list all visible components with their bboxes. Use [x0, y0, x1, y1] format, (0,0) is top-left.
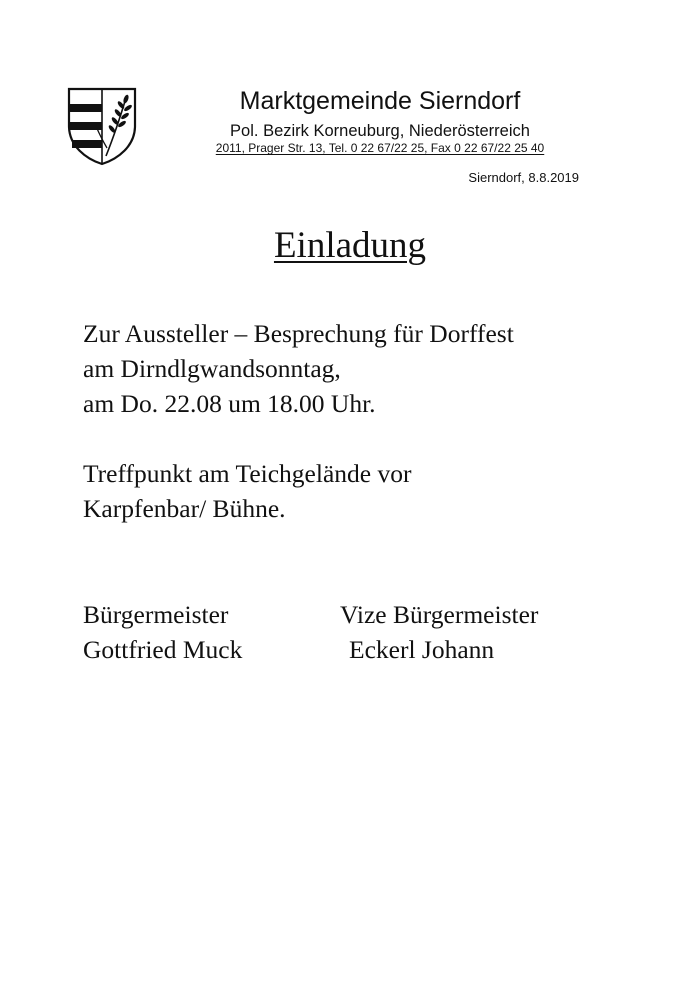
paragraph-line: Treffpunkt am Teichgelände vor [83, 459, 412, 488]
date-line: Sierndorf, 8.8.2019 [468, 170, 579, 185]
contact-line: 2011, Prager Str. 13, Tel. 0 22 67/22 25, Fax 0 22 67/22 25 40 [215, 141, 545, 155]
paragraph-line: am Dirndlgwandsonntag, [83, 354, 341, 383]
meeting-point-paragraph [83, 456, 673, 526]
paragraph-line: am Do. 22.08 um 18.00 Uhr. [83, 389, 376, 418]
signature-role: Bürgermeister [83, 600, 229, 629]
invitation-paragraph [83, 316, 673, 421]
paragraph-line: Zur Aussteller – Besprechung für Dorffest [83, 319, 514, 348]
signature-role: Vize Bürgermeister [340, 600, 539, 629]
signature-mayor [83, 597, 242, 667]
coat-of-arms-icon [66, 86, 138, 166]
document-title: Einladung [273, 225, 427, 266]
paragraph-line: Karpfenbar/ Bühne. [83, 494, 286, 523]
signature-name: Eckerl Johann [349, 635, 495, 664]
signature-name: Gottfried Muck [83, 635, 243, 664]
district-line: Pol. Bezirk Korneuburg, Niederösterreich [230, 122, 530, 140]
signature-vice-mayor [340, 597, 538, 667]
organization-name: Marktgemeinde Sierndorf [239, 87, 521, 115]
